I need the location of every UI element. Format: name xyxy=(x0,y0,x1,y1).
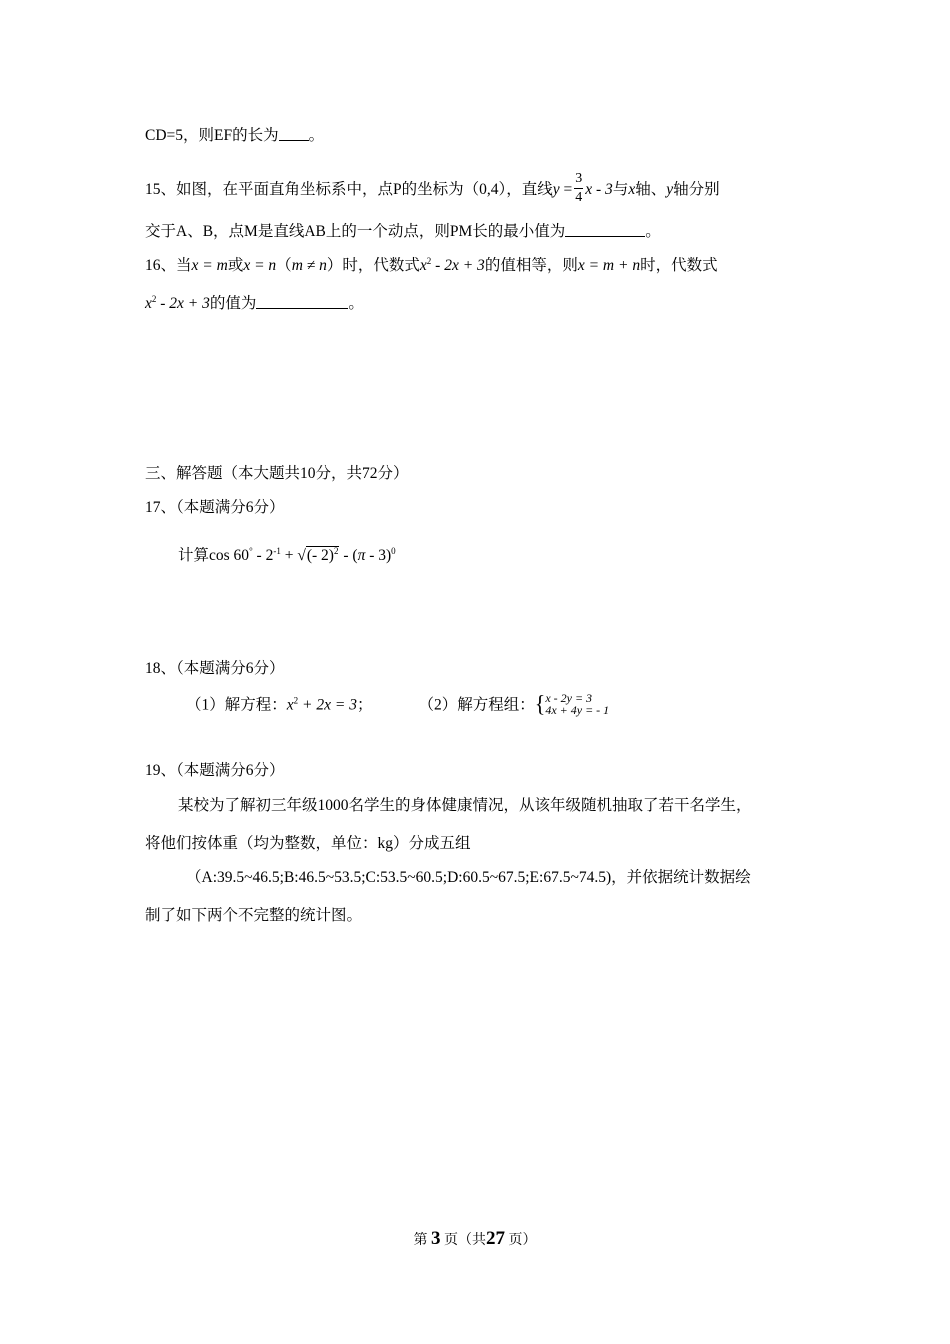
q18-system xyxy=(535,692,609,716)
q19-line1: 某校为了解初三年级1000名学生的身体健康情况，从该年级随机抽取了若干名学生， xyxy=(178,797,752,814)
q18-title: 18、（本题满分6分） xyxy=(145,660,285,677)
q18-parts xyxy=(186,690,610,718)
q15-blank xyxy=(565,222,645,237)
q19-line4: 制了如下两个不完整的统计图。 xyxy=(145,907,363,924)
footer-total-pages: 27 xyxy=(486,1228,505,1249)
footer-post: 页） xyxy=(508,1233,537,1248)
q15-text-a: 15、如图，在平面直角坐标系中，点P的坐标为（0,4），直线 xyxy=(145,181,553,199)
q17-tail: - 3) xyxy=(365,547,392,564)
q16-cond-mn: m ≠ n xyxy=(291,257,327,274)
q18-p2: （2）解方程组： xyxy=(418,696,535,714)
q19-line2: 将他们按体重（均为整数，单位：kg）分成五组 xyxy=(145,835,471,852)
q15-mid: 与 xyxy=(612,181,629,199)
q15-axis-x: x xyxy=(628,181,636,199)
q15-line2 xyxy=(145,222,661,242)
q15-text-b: 交于A、B，点M是直线AB上的一个动点，则PM长的最小值为 xyxy=(145,223,566,240)
q16-line2-sup: 2 xyxy=(151,294,157,304)
footer-page-number: 3 xyxy=(431,1228,441,1249)
q17-exp0: 0 xyxy=(391,546,396,556)
q16-line2-rest: - 2x + 3 xyxy=(156,295,210,312)
q16-cond-xn: x = n xyxy=(243,257,277,274)
section-3-heading: 三、解答题（本大题共10分，共72分） xyxy=(145,465,409,482)
q18-eq1-sup: 2 xyxy=(293,695,299,706)
q18-sys-eq1: x - 2y = 3 xyxy=(545,691,593,705)
q18-semicolon: ； xyxy=(356,696,373,714)
q15-axis-x-word: 轴、 xyxy=(635,181,667,199)
q15-frac-den: 4 xyxy=(575,190,583,205)
q17-minus2: - ( xyxy=(339,547,358,564)
q19-line3: （A:39.5~46.5;B:46.5~53.5;C:53.5~60.5;D:60.5~67.5;E:67.5~74.5)，并依据统计数据绘 xyxy=(186,869,751,886)
q16-b: 的值相等，则 xyxy=(484,257,578,274)
q16-end: 。 xyxy=(348,295,364,312)
q15-eq-y: y xyxy=(552,181,560,199)
q18-eq1-x: x xyxy=(286,696,294,714)
q16-cond-xmn: x = m + n xyxy=(577,257,641,274)
q17-calc: 计算 xyxy=(178,547,210,564)
q15-axis-y-word: 轴分别 xyxy=(673,181,720,199)
q18-sys-eq2: 4x + 4y = - 1 xyxy=(545,703,610,717)
q16-c: 时，代数式 xyxy=(640,257,718,274)
q15-axis-y: y xyxy=(666,181,674,199)
q14-line xyxy=(145,126,324,146)
q16-expr-x: x xyxy=(419,257,427,274)
q16-paren-open: （ xyxy=(276,257,292,274)
q19-title: 19、（本题满分6分） xyxy=(145,762,285,779)
q17-minus1: - 2 xyxy=(252,547,274,564)
q16-line2 xyxy=(145,294,364,314)
q16-paren-close: ）时，代数式 xyxy=(326,257,420,274)
q14-blank xyxy=(279,126,309,141)
q16-line2-tail: 的值为 xyxy=(209,295,257,312)
q17-plus: + xyxy=(280,547,298,564)
q17-expression xyxy=(178,546,396,566)
q15-eq-rest: x - 3 xyxy=(585,181,613,199)
q14-text: CD=5，则EF的长为 xyxy=(145,127,279,144)
q15-fraction xyxy=(574,170,583,207)
brace-icon: { xyxy=(534,690,546,717)
q17-title: 17、（本题满分6分） xyxy=(145,499,285,516)
page-footer xyxy=(0,1228,950,1250)
q16-a: 16、当 xyxy=(145,257,192,274)
q16-line1 xyxy=(145,256,718,276)
q17-sqrt xyxy=(297,546,339,566)
q15-eq-equals: = xyxy=(563,181,573,199)
q17-pi: π xyxy=(357,547,366,564)
q17-rad: (- 2) xyxy=(306,547,334,564)
q16-line2-x: x xyxy=(145,295,152,312)
q16-expr-rest: - 2x + 3 xyxy=(431,257,485,274)
q16-cond-xm: x = m xyxy=(191,257,228,274)
q17-rad-sup: 2 xyxy=(333,546,339,556)
q17-cos: cos 60 xyxy=(209,547,250,564)
q18-system-eqs xyxy=(545,692,609,716)
q15-line1 xyxy=(145,172,720,209)
q16-expr-sup: 2 xyxy=(426,256,432,266)
q16-or: 或 xyxy=(227,257,244,274)
q18-p1: （1）解方程： xyxy=(186,696,287,714)
q15-end: 。 xyxy=(645,223,661,240)
q17-exp1: -1 xyxy=(273,546,281,556)
q17-radicand xyxy=(306,546,340,564)
q16-blank xyxy=(256,294,348,309)
footer-mid: 页（共 xyxy=(444,1233,486,1248)
q15-frac-num: 3 xyxy=(574,170,583,189)
sqrt-sign-icon: √ xyxy=(297,547,306,564)
q14-end: 。 xyxy=(308,127,325,144)
q18-eq1-rest: + 2x = 3 xyxy=(298,696,357,714)
q17-deg: ° xyxy=(249,546,253,556)
footer-pre: 第 xyxy=(413,1233,428,1248)
